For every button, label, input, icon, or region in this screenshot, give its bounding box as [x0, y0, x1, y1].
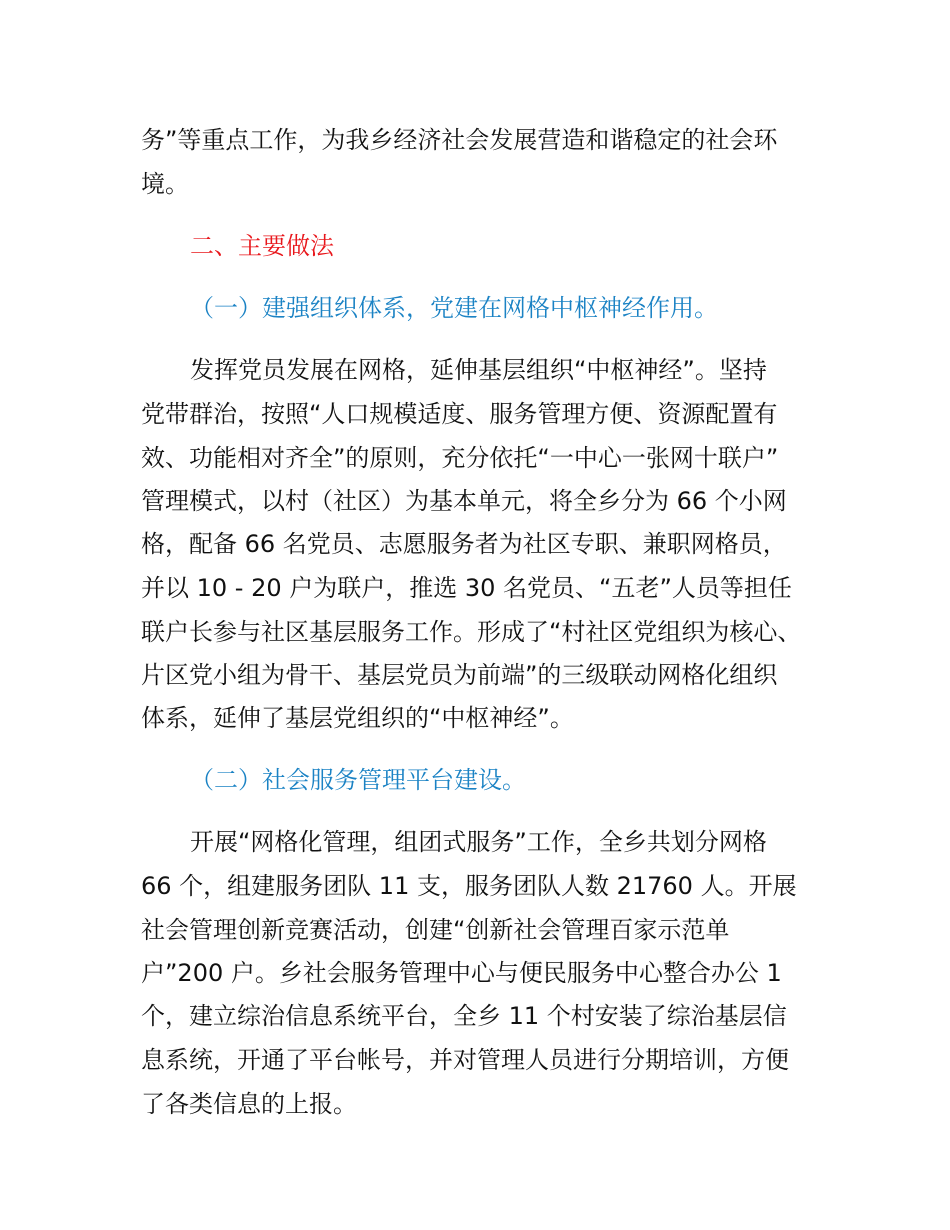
subsection-2-line-4: 户”200 户。乡社会服务管理中心与便民服务中心整合办公 1: [141, 959, 782, 987]
subsection-2-heading: （二）社会服务管理平台建设。: [190, 766, 526, 794]
intro-line-1: 务”等重点工作，为我乡经济社会发展营造和谐稳定的社会环: [141, 126, 778, 154]
subsection-1-line-6: 并以 10 - 20 户为联户，推选 30 名党员、“五老”人员等担任: [141, 574, 792, 602]
subsection-2-line-2: 66 个，组建服务团队 11 支，服务团队人数 21760 人。开展: [141, 872, 797, 900]
subsection-1-line-8: 片区党小组为骨干、基层党员为前端”的三级联动网格化组织: [141, 661, 778, 689]
subsection-1-line-3: 效、功能相对齐全”的原则，充分依托“一中心一张网十联户”: [141, 444, 779, 472]
subsection-2-line-6: 息系统，开通了平台帐号，并对管理人员进行分期培训，方便: [141, 1046, 789, 1074]
subsection-2-line-1: 开展“网格化管理，组团式服务”工作，全乡共划分网格: [190, 828, 767, 856]
subsection-1-line-9: 体系，延伸了基层党组织的“中枢神经”。: [141, 704, 574, 732]
subsection-1-line-5: 格，配备 66 名党员、志愿服务者为社区专职、兼职网格员，: [141, 530, 787, 558]
intro-line-2: 境。: [141, 170, 189, 198]
subsection-1-line-2: 党带群治，按照“人口规模适度、服务管理方便、资源配置有: [141, 400, 778, 428]
subsection-2-line-7: 了各类信息的上报。: [141, 1090, 357, 1118]
subsection-1-line-4: 管理模式，以村（社区）为基本单元，将全乡分为 66 个小网: [141, 487, 787, 515]
subsection-2-line-5: 个，建立综治信息系统平台，全乡 11 个村安装了综治基层信: [141, 1002, 787, 1030]
subsection-1-line-7: 联户长参与社区基层服务工作。形成了“村社区党组织为核心、: [141, 618, 802, 646]
subsection-1-heading: （一）建强组织体系，党建在网格中枢神经作用。: [190, 294, 718, 322]
subsection-1-line-1: 发挥党员发展在网格，延伸基层组织“中枢神经”。坚持: [190, 356, 767, 384]
subsection-2-line-3: 社会管理创新竞赛活动，创建“创新社会管理百家示范单: [141, 916, 730, 944]
section-heading: 二、主要做法: [190, 232, 334, 260]
